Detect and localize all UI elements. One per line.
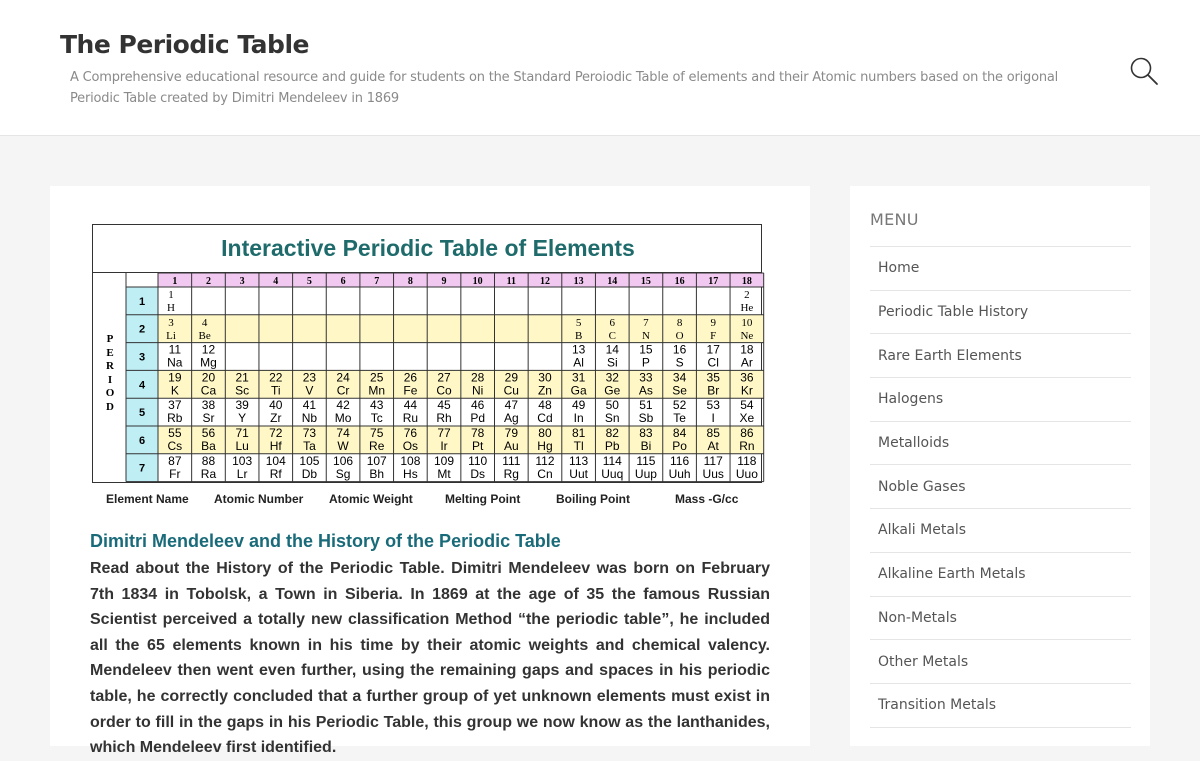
element-symbol: Ta — [303, 439, 316, 453]
element-number: 22 — [269, 370, 283, 385]
element-number: 106 — [333, 453, 354, 468]
element-number: 15 — [639, 342, 653, 357]
element-number: 74 — [336, 426, 350, 440]
group-number: 15 — [640, 276, 651, 287]
element-number: 17 — [706, 342, 720, 357]
period-label-letter: E — [106, 346, 114, 359]
period-number: 2 — [138, 323, 146, 336]
element-symbol: Rh — [436, 411, 452, 426]
period-number: 3 — [138, 351, 146, 364]
period-number: 7 — [138, 462, 146, 475]
element-symbol: Br — [707, 383, 720, 398]
element-symbol: S — [675, 355, 684, 370]
element-number: 112 — [535, 453, 555, 468]
element-symbol: W — [337, 439, 349, 453]
group-number: 6 — [340, 276, 346, 287]
menu-item-transition-metals[interactable]: Transition Metals — [870, 684, 1131, 728]
periodic-table-frame — [92, 224, 762, 483]
element-symbol: Ge — [604, 383, 621, 398]
element-number: 24 — [336, 370, 350, 385]
periodic-table-grid — [93, 225, 763, 484]
element-symbol: C — [608, 329, 616, 342]
element-symbol: Mg — [200, 355, 217, 370]
element-symbol: Fe — [403, 383, 418, 398]
legend-atomic-weight: Atomic Weight — [329, 492, 413, 506]
element-symbol: P — [641, 355, 650, 370]
element-number: 87 — [168, 453, 182, 468]
element-number: 6 — [609, 316, 616, 329]
element-number: 12 — [201, 342, 216, 357]
element-number: 34 — [672, 370, 687, 385]
element-number: 118 — [737, 453, 757, 468]
element-number: 19 — [168, 370, 182, 385]
element-symbol: H — [167, 302, 175, 314]
element-number: 35 — [706, 370, 720, 385]
group-number: 1 — [172, 276, 178, 287]
element-number: 49 — [571, 398, 586, 413]
element-number: 25 — [370, 370, 384, 385]
element-number: 42 — [336, 398, 350, 413]
element-number: 38 — [201, 398, 216, 413]
element-number: 16 — [672, 342, 687, 357]
period-label-letter: R — [106, 360, 114, 372]
element-symbol: Au — [503, 439, 519, 453]
group-number: 10 — [472, 276, 483, 287]
element-number: 82 — [605, 426, 619, 440]
legend-atomic-number: Atomic Number — [214, 492, 304, 506]
menu-item-halogens[interactable]: Halogens — [870, 378, 1131, 422]
element-symbol: Ag — [503, 411, 519, 426]
group-number: 2 — [205, 276, 211, 287]
element-symbol: Xe — [739, 411, 755, 426]
element-symbol: Mn — [368, 383, 386, 398]
element-symbol: Na — [167, 355, 183, 370]
element-number: 23 — [302, 370, 317, 385]
element-number: 107 — [366, 453, 387, 468]
element-symbol: Nb — [301, 411, 318, 426]
period-label-letter: D — [106, 400, 114, 413]
element-number: 41 — [302, 398, 317, 413]
element-symbol: Si — [606, 355, 618, 370]
element-symbol: Lu — [235, 439, 249, 453]
element-symbol: Os — [402, 439, 419, 453]
element-number: 18 — [740, 342, 754, 357]
element-number: 5 — [575, 316, 582, 329]
element-symbol: Lr — [236, 466, 248, 481]
element-number: 86 — [740, 426, 754, 440]
element-number: 20 — [201, 370, 216, 385]
element-number: 40 — [269, 398, 283, 413]
element-symbol: Uuh — [668, 466, 691, 481]
legend-element-name: Element Name — [106, 492, 189, 506]
element-symbol: Re — [369, 439, 385, 453]
menu-item-noble-gases[interactable]: Noble Gases — [870, 465, 1131, 509]
periodic-table-legend — [90, 492, 764, 508]
menu-item-metalloids[interactable]: Metalloids — [870, 422, 1131, 466]
element-number: 27 — [437, 370, 451, 385]
element-symbol: Ti — [270, 383, 281, 398]
element-number: 56 — [201, 426, 216, 440]
element-symbol: Po — [672, 439, 687, 453]
menu-item-non-metals[interactable]: Non-Metals — [870, 597, 1131, 641]
element-number: 73 — [302, 426, 317, 440]
element-number: 51 — [639, 398, 653, 413]
period-number: 1 — [138, 295, 146, 308]
article-heading[interactable]: Dimitri Mendeleev and the History of the Periodic Table — [90, 531, 561, 551]
element-symbol: Bi — [640, 439, 652, 453]
menu-item-rare-earth-elements[interactable]: Rare Earth Elements — [870, 334, 1131, 378]
period-label-letter: I — [107, 373, 113, 386]
menu-item-other-metals[interactable]: Other Metals — [870, 640, 1131, 684]
group-number: 8 — [407, 276, 413, 287]
group-number: 18 — [741, 276, 752, 287]
group-number: 14 — [607, 276, 618, 287]
legend-melting-point: Melting Point — [445, 492, 521, 506]
periodic-table-title: Interactive Periodic Table of Elements — [221, 235, 635, 261]
element-symbol: Al — [573, 355, 584, 370]
group-number: 9 — [441, 276, 447, 287]
element-number: 13 — [571, 342, 586, 357]
group-number: 12 — [539, 276, 550, 287]
element-number: 1 — [168, 289, 174, 301]
element-symbol: Ds — [470, 466, 486, 481]
element-number: 43 — [370, 398, 384, 413]
element-number: 72 — [269, 426, 283, 440]
element-symbol: Cu — [503, 383, 519, 398]
element-symbol: Zn — [537, 383, 552, 398]
element-symbol: Zr — [270, 411, 282, 426]
group-number: 17 — [708, 276, 719, 287]
element-symbol: Be — [198, 329, 211, 342]
element-symbol: Ar — [740, 355, 753, 370]
period-number: 6 — [138, 434, 146, 447]
element-symbol: Ca — [200, 383, 217, 398]
element-number: 78 — [470, 426, 485, 440]
element-symbol: Ba — [201, 439, 216, 453]
element-symbol: Sb — [638, 411, 654, 426]
element-symbol: Cr — [336, 383, 350, 398]
element-symbol: Mt — [437, 466, 451, 481]
element-number: 76 — [403, 426, 418, 440]
element-number: 10 — [741, 316, 753, 329]
element-number: 8 — [676, 316, 683, 329]
element-number: 28 — [470, 370, 485, 385]
element-symbol: Ga — [570, 383, 587, 398]
period-number: 4 — [138, 379, 146, 392]
element-number: 44 — [403, 398, 418, 413]
element-symbol: V — [305, 383, 314, 398]
element-number: 45 — [437, 398, 451, 413]
element-symbol: Sg — [335, 466, 351, 481]
element-symbol: Ne — [740, 329, 754, 342]
legend-mass: Mass -G/cc — [675, 492, 739, 506]
element-symbol: Hs — [403, 466, 418, 481]
element-symbol: Ni — [472, 383, 484, 398]
element-symbol: Co — [436, 383, 452, 398]
element-number: 31 — [571, 370, 586, 385]
element-number: 47 — [504, 398, 519, 413]
main-content — [50, 186, 810, 757]
group-number: 4 — [273, 276, 279, 287]
element-symbol: Rb — [167, 411, 183, 426]
element-number: 30 — [538, 370, 552, 385]
element-symbol: N — [641, 329, 650, 342]
element-symbol: Se — [672, 383, 687, 398]
periodic-table-figure[interactable] — [90, 224, 764, 509]
element-symbol: Cl — [707, 355, 719, 370]
element-symbol: F — [710, 329, 717, 342]
element-number: 33 — [639, 370, 653, 385]
element-symbol: Sn — [604, 411, 620, 426]
element-symbol: B — [574, 329, 583, 342]
element-number: 32 — [605, 370, 619, 385]
element-number: 14 — [605, 342, 619, 357]
element-symbol: Pb — [604, 439, 620, 453]
element-number: 117 — [703, 453, 723, 468]
element-symbol: Uus — [702, 466, 724, 481]
element-number: 85 — [706, 426, 720, 440]
element-number: 109 — [434, 453, 455, 468]
element-symbol: Hg — [537, 439, 553, 453]
element-symbol: As — [638, 383, 653, 398]
element-number: 26 — [403, 370, 418, 385]
menu-list — [870, 246, 1131, 728]
element-symbol: Cd — [537, 411, 553, 426]
element-number: 4 — [201, 316, 208, 329]
element-number: 39 — [235, 398, 249, 413]
element-symbol: Uup — [634, 466, 657, 481]
group-number: 11 — [506, 276, 517, 287]
group-number: 3 — [239, 276, 245, 287]
element-symbol: Uuq — [601, 466, 624, 481]
menu-title: MENU — [870, 210, 919, 229]
element-symbol: Ir — [440, 439, 448, 453]
element-symbol: Cs — [167, 439, 183, 453]
element-number: 21 — [235, 370, 249, 385]
element-symbol: I — [711, 411, 715, 426]
element-number: 48 — [538, 398, 552, 413]
element-symbol: Pt — [472, 439, 484, 453]
element-number: 88 — [201, 453, 216, 468]
legend-boiling-point: Boiling Point — [556, 492, 630, 506]
element-symbol: Tc — [370, 411, 383, 426]
element-symbol: Tl — [573, 439, 584, 453]
sidebar — [850, 186, 1150, 746]
element-number: 3 — [168, 316, 174, 329]
element-symbol: Sc — [235, 383, 250, 398]
element-number: 75 — [370, 426, 384, 440]
period-label-letter: O — [105, 387, 115, 399]
element-number: 55 — [168, 426, 182, 440]
element-number: 80 — [538, 426, 552, 440]
element-number: 115 — [636, 453, 656, 468]
element-symbol: At — [707, 439, 719, 453]
element-symbol: Kr — [740, 383, 753, 398]
element-number: 83 — [639, 426, 653, 440]
element-number: 2 — [744, 289, 750, 301]
article-body: Read about the History of the Periodic Table. Dimitri Mendeleev was born on February 7th 1834 in Tobolsk, a Town in Siberia. In 1869 at the age of 35 the famous Russian Scientist perceived a totally new classification Method “the periodic table”, he included all the 65 elements known in his time by their atomic weights and chemical valency. Mendeleev then went even further, using the remaining gaps and spaces in his periodic table, he correctly concluded that a further group of yet unknown elements must exist in order to fill in the gaps in his Periodic Table, this group we now know as the lanthanides, which Mendeleev first identified. — [90, 560, 770, 757]
element-symbol: Cn — [537, 466, 553, 481]
element-number: 108 — [400, 453, 421, 468]
element-symbol: Uuo — [735, 466, 758, 481]
element-symbol: Rg — [503, 466, 519, 481]
element-symbol: Fr — [169, 466, 181, 481]
element-number: 52 — [672, 398, 687, 413]
element-number: 7 — [643, 316, 649, 329]
element-number: 104 — [265, 453, 286, 468]
element-symbol: Te — [673, 411, 686, 426]
element-number: 71 — [235, 426, 249, 440]
period-number: 5 — [138, 407, 146, 420]
element-number: 81 — [571, 426, 586, 440]
element-number: 11 — [168, 342, 182, 357]
element-symbol: Y — [238, 411, 247, 426]
element-symbol: Rf — [269, 466, 282, 481]
group-number: 7 — [374, 276, 380, 287]
element-number: 79 — [504, 426, 519, 440]
element-symbol: O — [675, 329, 684, 342]
element-number: 50 — [605, 398, 619, 413]
element-number: 84 — [672, 426, 687, 440]
element-symbol: Li — [166, 329, 176, 342]
element-symbol: In — [573, 411, 584, 426]
element-number: 116 — [670, 453, 690, 468]
menu-item-alkali-metals[interactable]: Alkali Metals — [870, 509, 1131, 553]
period-label-letter: P — [106, 333, 114, 345]
element-symbol: Hf — [269, 439, 282, 453]
element-number: 113 — [569, 453, 589, 468]
element-number: 53 — [706, 398, 720, 413]
element-number: 36 — [740, 370, 754, 385]
element-number: 9 — [710, 316, 716, 329]
element-number: 110 — [468, 453, 488, 468]
group-number: 16 — [674, 276, 685, 287]
menu-item-alkaline-earth-metals[interactable]: Alkaline Earth Metals — [870, 553, 1131, 597]
element-number: 46 — [470, 398, 485, 413]
element-number: 105 — [299, 453, 320, 468]
menu-item-home[interactable]: Home — [870, 247, 1131, 291]
element-symbol: K — [170, 383, 179, 398]
group-number: 5 — [306, 276, 312, 287]
element-symbol: Db — [301, 466, 318, 481]
element-number: 114 — [602, 453, 622, 468]
element-number: 37 — [168, 398, 182, 413]
element-number: 54 — [740, 398, 754, 413]
element-number: 103 — [232, 453, 253, 468]
element-symbol: Rn — [739, 439, 755, 453]
element-symbol: Ru — [402, 411, 419, 426]
element-symbol: Uut — [569, 466, 588, 481]
group-number: 13 — [573, 276, 584, 287]
menu-item-periodic-table-history[interactable]: Periodic Table History — [870, 291, 1131, 335]
element-number: 111 — [502, 453, 521, 468]
element-number: 29 — [504, 370, 519, 385]
element-symbol: Bh — [369, 466, 385, 481]
element-symbol: Sr — [202, 411, 215, 426]
element-symbol: Mo — [334, 411, 352, 426]
element-number: 77 — [437, 426, 451, 440]
element-symbol: Ra — [200, 466, 217, 481]
search-icon[interactable] — [1128, 55, 1160, 87]
site-description: A Comprehensive educational resource and guide for students on the Standard Peroiodic Table of elements and their Atomic numbers based on the origonal Periodic Table created by Dimitri Mendeleev in 1869 — [70, 70, 1059, 106]
element-symbol: He — [740, 302, 754, 314]
element-symbol: Pd — [470, 411, 486, 426]
site-title[interactable]: The Periodic Table — [60, 30, 309, 59]
site-header — [0, 0, 1200, 136]
